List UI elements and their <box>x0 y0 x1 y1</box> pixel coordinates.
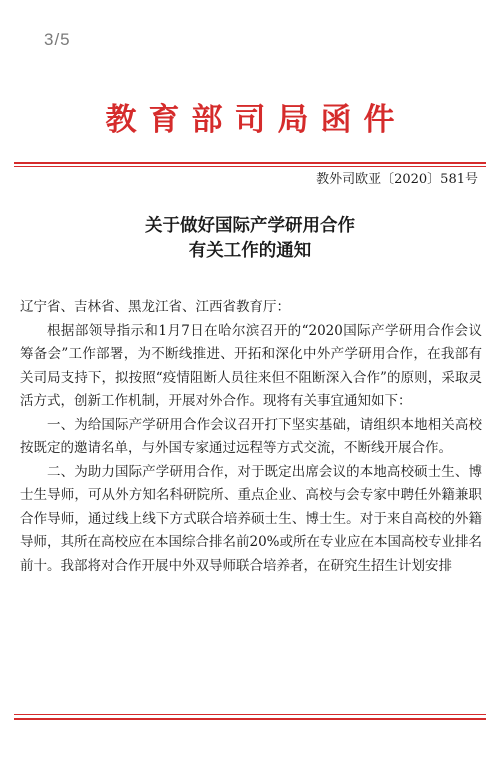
document-title-line-1: 关于做好国际产学研用合作 <box>145 216 355 236</box>
footer-rule-thin <box>14 714 486 715</box>
salutation: 辽宁省、吉林省、黑龙江省、江西省教育厅： <box>20 299 290 315</box>
letterhead: 教育部司局函件 <box>105 102 407 138</box>
footer-rule-thick <box>14 718 486 720</box>
paragraph-item-2: 二、为助力国际产学研用合作，对于既定出席会议的本地高校硕士生、博士生导师，可从外方知名科研院所、重点企业、高校与会专家中聘任外籍兼职合作导师，通过线上线下方式联合培养硕士生、博士生。对于来自高校的外籍导师，其所在高校应在本国综合排名前20%或所在专业应在本国高校专业排名前十。我部将对合作开展中外双导师联合培养者，在研究生招生计划安排 <box>20 463 483 574</box>
document-title <box>0 214 500 264</box>
page-indicator: 3/5 <box>44 30 71 49</box>
document-number: 教外司欧亚〔2020〕581号 <box>316 172 478 187</box>
letterhead-rule-thick <box>14 162 486 164</box>
document-body <box>20 296 482 578</box>
paragraph-item-1: 一、为给国际产学研用合作会议召开打下坚实基础，请组织本地相关高校按既定的邀请名单，与外国专家通过远程等方式交流，不断线开展合作。 <box>20 416 482 456</box>
letterhead-rule-thin <box>14 166 486 167</box>
paragraph-intro: 根据部领导指示和1月7日在哈尔滨召开的“2020国际产学研用合作会议筹备会”工作部署，为不断线推进、开拓和深化中外产学研用合作，在我部有关司局支持下，拟按照“疫情阻断人员往来但不阻断深入合作”的原则，采取灵活方式，创新工作机制，开展对外合作。现将有关事宜通知如下： <box>20 322 482 409</box>
document-title-line-2: 有关工作的通知 <box>188 241 312 261</box>
